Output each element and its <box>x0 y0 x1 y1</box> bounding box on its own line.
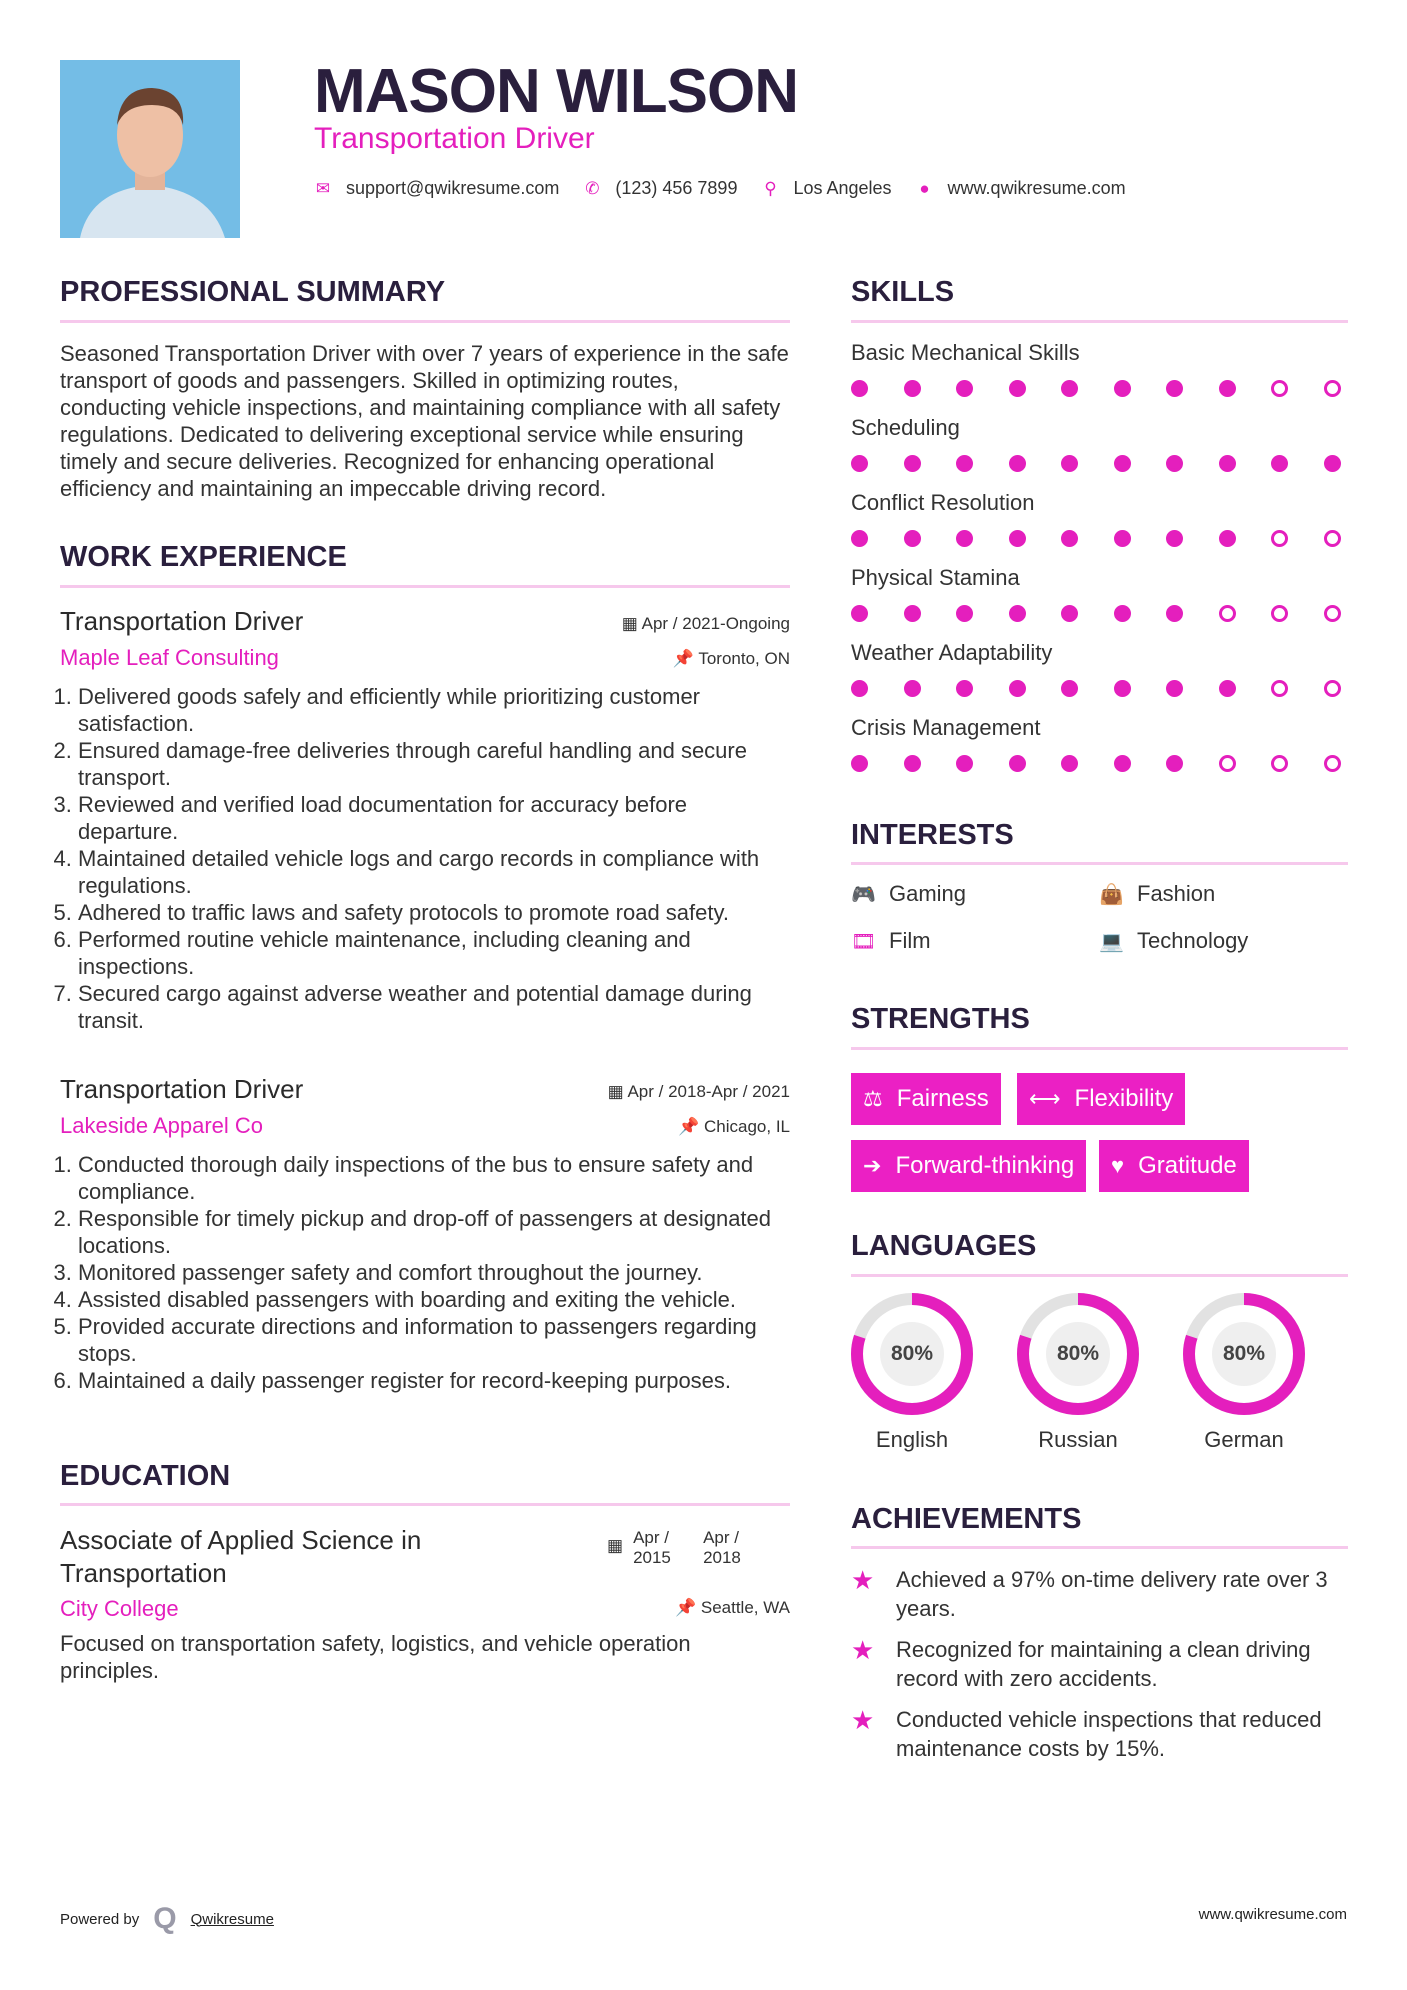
divider <box>851 320 1348 323</box>
date-text: Apr / 2021-Ongoing <box>641 614 790 633</box>
powered-by-text: Powered by <box>60 1910 140 1928</box>
contact-text[interactable]: (123) 456 7899 <box>615 178 738 198</box>
language-item <box>851 1293 973 1453</box>
rating-dot-filled <box>1271 455 1288 472</box>
skills-heading: SKILLS <box>851 276 955 308</box>
achievement-item <box>851 1635 1348 1693</box>
skill-name: Physical Stamina <box>851 565 1020 590</box>
language-name: English <box>875 1427 949 1452</box>
divider <box>851 1274 1348 1277</box>
rating-dot-filled <box>1009 680 1026 697</box>
rating-dot-filled <box>1009 380 1026 397</box>
job-location <box>673 649 790 669</box>
bullet-item: 2. Ensured damage-free deliveries through careful handling and secure transport. <box>78 737 790 791</box>
strength-badge <box>1017 1073 1185 1125</box>
globe-icon: ● <box>919 178 930 198</box>
rating-dot-empty <box>1324 530 1341 547</box>
bullet-item: 4. Maintained detailed vehicle logs and cargo records in compliance with regulations. <box>78 845 790 899</box>
skill-name: Conflict Resolution <box>851 490 1035 515</box>
strength-badge <box>1099 1140 1249 1192</box>
rating-dot-filled <box>1009 755 1026 772</box>
skill-rating <box>851 605 1341 622</box>
bullet-item: 4. Assisted disabled passengers with boarding and exiting the vehicle. <box>78 1286 790 1313</box>
job-date <box>608 1082 790 1102</box>
bullet-item: 2. Responsible for timely pickup and drop-off of passengers at designated locations. <box>78 1205 790 1259</box>
rating-dot-filled <box>851 455 868 472</box>
calendar-icon: ▦ <box>607 1082 628 1101</box>
date-text: Apr / 2018-Apr / 2021 <box>627 1082 790 1101</box>
interest-label: Fashion <box>1137 881 1216 906</box>
rating-dot-filled <box>956 755 973 772</box>
rating-dot-filled <box>1009 530 1026 547</box>
map-pin-icon: ⚲ <box>764 178 777 198</box>
language-name: German <box>1204 1427 1284 1452</box>
rating-dot-filled <box>1114 680 1131 697</box>
interest-label: Gaming <box>889 881 967 906</box>
pushpin-icon: 📌 <box>672 649 699 668</box>
skill-item <box>851 340 1348 397</box>
rating-dot-filled <box>1166 680 1183 697</box>
bullet-item: 3. Monitored passenger safety and comfort throughout the journey. <box>78 1259 790 1286</box>
gamepad-icon: 🎮 <box>851 883 876 906</box>
rating-dot-empty <box>1271 680 1288 697</box>
rating-dot-filled <box>904 455 921 472</box>
qwikresume-logo-icon: Q <box>153 1902 177 1935</box>
skill-item <box>851 565 1348 622</box>
interest-item <box>1099 928 1248 954</box>
rating-dot-empty <box>1219 605 1236 622</box>
strength-label: Fairness <box>896 1085 989 1112</box>
rating-dot-filled <box>956 530 973 547</box>
divider <box>60 1503 790 1506</box>
rating-dot-filled <box>904 755 921 772</box>
divider <box>60 320 790 323</box>
skill-name: Weather Adaptability <box>851 640 1053 665</box>
interest-label: Technology <box>1137 928 1249 953</box>
achievement-text: Recognized for maintaining a clean driving record with zero accidents. <box>896 1637 1311 1691</box>
rating-dot-empty <box>1324 380 1341 397</box>
rating-dot-filled <box>1061 680 1078 697</box>
interest-item <box>1099 881 1215 907</box>
language-percent: 80% <box>890 1342 934 1365</box>
skill-rating <box>851 680 1341 697</box>
job-entry <box>60 1074 790 1394</box>
language-name: Russian <box>1038 1427 1118 1452</box>
balance-scale-icon: ⚖ <box>863 1086 883 1111</box>
rating-dot-filled <box>904 530 921 547</box>
rating-dot-filled <box>1219 455 1236 472</box>
achievements-heading: ACHIEVEMENTS <box>851 1503 1082 1535</box>
divider <box>851 862 1348 865</box>
rating-dot-empty <box>1271 605 1288 622</box>
experience-heading: WORK EXPERIENCE <box>60 541 347 573</box>
rating-dot-filled <box>851 755 868 772</box>
profile-photo <box>60 60 240 238</box>
bullet-item: 6. Maintained a daily passenger register for record-keeping purposes. <box>78 1367 790 1394</box>
rating-dot-empty <box>1271 755 1288 772</box>
rating-dot-filled <box>1219 530 1236 547</box>
achievement-item <box>851 1705 1348 1763</box>
skill-item <box>851 490 1348 547</box>
rating-dot-filled <box>1166 530 1183 547</box>
languages-heading: LANGUAGES <box>851 1230 1037 1262</box>
strength-label: Flexibility <box>1074 1085 1174 1112</box>
calendar-icon: ▦ <box>621 614 642 633</box>
achievement-text: Conducted vehicle inspections that reduced maintenance costs by 15%. <box>896 1707 1322 1761</box>
rating-dot-filled <box>1219 380 1236 397</box>
company: Maple Leaf Consulting <box>60 645 279 670</box>
qwikresume-link[interactable]: Qwikresume <box>190 1910 274 1928</box>
calendar-icon: ▦ <box>607 1536 624 1555</box>
bullet-item: 5. Adhered to traffic laws and safety protocols to promote road safety. <box>78 899 790 926</box>
divider <box>851 1047 1348 1050</box>
start-date: Apr / 2015 <box>633 1528 671 1567</box>
bullet-item: 7. Secured cargo against adverse weather and potential damage during transit. <box>78 980 790 1034</box>
rating-dot-filled <box>956 605 973 622</box>
arrow-right-icon: ➔ <box>863 1153 882 1178</box>
rating-dot-empty <box>1271 530 1288 547</box>
rating-dot-empty <box>1324 755 1341 772</box>
bullet-item: 6. Performed routine vehicle maintenance, including cleaning and inspections. <box>78 926 790 980</box>
rating-dot-filled <box>904 380 921 397</box>
rating-dot-filled <box>956 455 973 472</box>
arrows-horizontal-icon: ⟷ <box>1029 1086 1061 1111</box>
contact-row <box>314 178 1150 199</box>
star-icon: ★ <box>851 1565 875 1595</box>
skill-item <box>851 415 1348 472</box>
interest-item <box>851 881 966 907</box>
candidate-name: MASON WILSON <box>314 57 798 126</box>
achievement-item <box>851 1565 1348 1623</box>
language-percent: 80% <box>1222 1342 1266 1365</box>
language-percent: 80% <box>1056 1342 1100 1365</box>
job-bullets <box>60 683 790 1034</box>
strengths-heading: STRENGTHS <box>851 1003 1030 1035</box>
interest-label: Film <box>889 928 931 953</box>
rating-dot-filled <box>1061 455 1078 472</box>
skill-rating <box>851 455 1341 472</box>
bullet-item: 1. Delivered goods safely and efficiently while prioritizing customer satisfaction. <box>78 683 790 737</box>
divider <box>851 1546 1348 1549</box>
summary-text: Seasoned Transportation Driver with over 7 years of experience in the safe transport of goods and passengers. Skilled in optimizing routes, conducting vehicle inspections, and maintaining compliance with all safety regulations. Dedicated to delivering exceptional service while ensuring timely and secure deliveries. Recognized for enhancing operational efficiency and maintaining an impeccable driving record. <box>60 341 789 501</box>
skill-item <box>851 640 1348 697</box>
rating-dot-filled <box>1114 605 1131 622</box>
bullet-item: 5. Provided accurate directions and information to passengers regarding stops. <box>78 1313 790 1367</box>
rating-dot-empty <box>1271 380 1288 397</box>
skill-name: Scheduling <box>851 415 960 440</box>
rating-dot-filled <box>851 680 868 697</box>
film-icon: 🎞 <box>851 930 877 953</box>
rating-dot-filled <box>1114 755 1131 772</box>
education-location <box>675 1598 790 1618</box>
education-dates <box>607 1528 763 1568</box>
end-date: Apr / 2018 <box>703 1528 741 1567</box>
divider <box>60 585 790 588</box>
rating-dot-filled <box>1219 680 1236 697</box>
education-heading: EDUCATION <box>60 1460 231 1492</box>
skill-name: Basic Mechanical Skills <box>851 340 1080 365</box>
rating-dot-filled <box>1009 455 1026 472</box>
location-text: Toronto, ON <box>698 649 790 668</box>
star-icon: ★ <box>851 1635 875 1665</box>
pushpin-icon: 📌 <box>678 1117 704 1136</box>
rating-dot-filled <box>904 680 921 697</box>
rating-dot-filled <box>1061 380 1078 397</box>
rating-dot-filled <box>1009 605 1026 622</box>
laptop-icon: 💻 <box>1099 930 1124 953</box>
rating-dot-filled <box>851 605 868 622</box>
rating-dot-filled <box>851 380 868 397</box>
education-entry <box>60 1524 790 1683</box>
location-text: Seattle, WA <box>700 1598 790 1617</box>
contact-text[interactable]: support@qwikresume.com <box>346 178 560 198</box>
skill-name: Crisis Management <box>851 715 1041 740</box>
strength-label: Forward-thinking <box>895 1152 1075 1179</box>
strength-badge <box>851 1073 1001 1125</box>
strength-badge <box>851 1140 1086 1192</box>
skill-rating <box>851 380 1341 397</box>
rating-dot-filled <box>1166 605 1183 622</box>
footer-site: www.qwikresume.com <box>1198 1906 1347 1923</box>
education-description: Focused on transportation safety, logistics, and vehicle operation principles. <box>60 1631 691 1683</box>
company: Lakeside Apparel Co <box>60 1113 264 1138</box>
interests-heading: INTERESTS <box>851 819 1014 851</box>
rating-dot-empty <box>1324 605 1341 622</box>
shopping-bag-icon: 👜 <box>1099 883 1124 906</box>
rating-dot-filled <box>1166 380 1183 397</box>
rating-dot-filled <box>851 530 868 547</box>
job-bullets <box>60 1151 790 1394</box>
rating-dot-filled <box>1114 380 1131 397</box>
summary-heading: PROFESSIONAL SUMMARY <box>60 276 446 308</box>
bullet-item: 1. Conducted thorough daily inspections of the bus to ensure safety and compliance. <box>78 1151 790 1205</box>
rating-dot-filled <box>1166 755 1183 772</box>
rating-dot-filled <box>1061 530 1078 547</box>
location-text: Chicago, IL <box>704 1117 790 1136</box>
job-entry <box>60 606 790 1034</box>
rating-dot-empty <box>1324 680 1341 697</box>
job-title: Transportation Driver <box>60 1074 304 1104</box>
rating-dot-filled <box>1114 530 1131 547</box>
pushpin-icon: 📌 <box>674 1598 701 1617</box>
heart-icon: ♥ <box>1111 1153 1125 1178</box>
contact-text[interactable]: Los Angeles <box>793 178 892 198</box>
skill-rating <box>851 530 1341 547</box>
phone-icon: ✆ <box>585 178 600 198</box>
strength-label: Gratitude <box>1138 1152 1237 1179</box>
rating-dot-filled <box>904 605 921 622</box>
skill-item <box>851 715 1348 772</box>
rating-dot-filled <box>1324 455 1341 472</box>
job-title: Transportation Driver <box>60 606 304 636</box>
job-location <box>678 1117 790 1137</box>
rating-dot-filled <box>1061 605 1078 622</box>
candidate-title: Transportation Driver <box>314 122 595 155</box>
language-item <box>1183 1293 1305 1453</box>
school: City College <box>60 1596 179 1621</box>
job-date <box>622 614 790 634</box>
rating-dot-filled <box>956 680 973 697</box>
rating-dot-filled <box>1061 755 1078 772</box>
achievement-text: Achieved a 97% on-time delivery rate over 3 years. <box>896 1567 1328 1621</box>
bullet-item: 3. Reviewed and verified load documentation for accuracy before departure. <box>78 791 790 845</box>
language-item <box>1017 1293 1139 1453</box>
rating-dot-filled <box>956 380 973 397</box>
footer-powered-by <box>60 1902 274 1936</box>
rating-dot-filled <box>1166 455 1183 472</box>
envelope-icon: ✉ <box>315 178 331 198</box>
rating-dot-empty <box>1219 755 1236 772</box>
star-icon: ★ <box>851 1705 875 1735</box>
interest-item <box>851 928 931 954</box>
rating-dot-filled <box>1114 455 1131 472</box>
degree: Associate of Applied Science in Transportation <box>60 1525 422 1588</box>
skill-rating <box>851 755 1341 772</box>
contact-text[interactable]: www.qwikresume.com <box>947 178 1126 198</box>
